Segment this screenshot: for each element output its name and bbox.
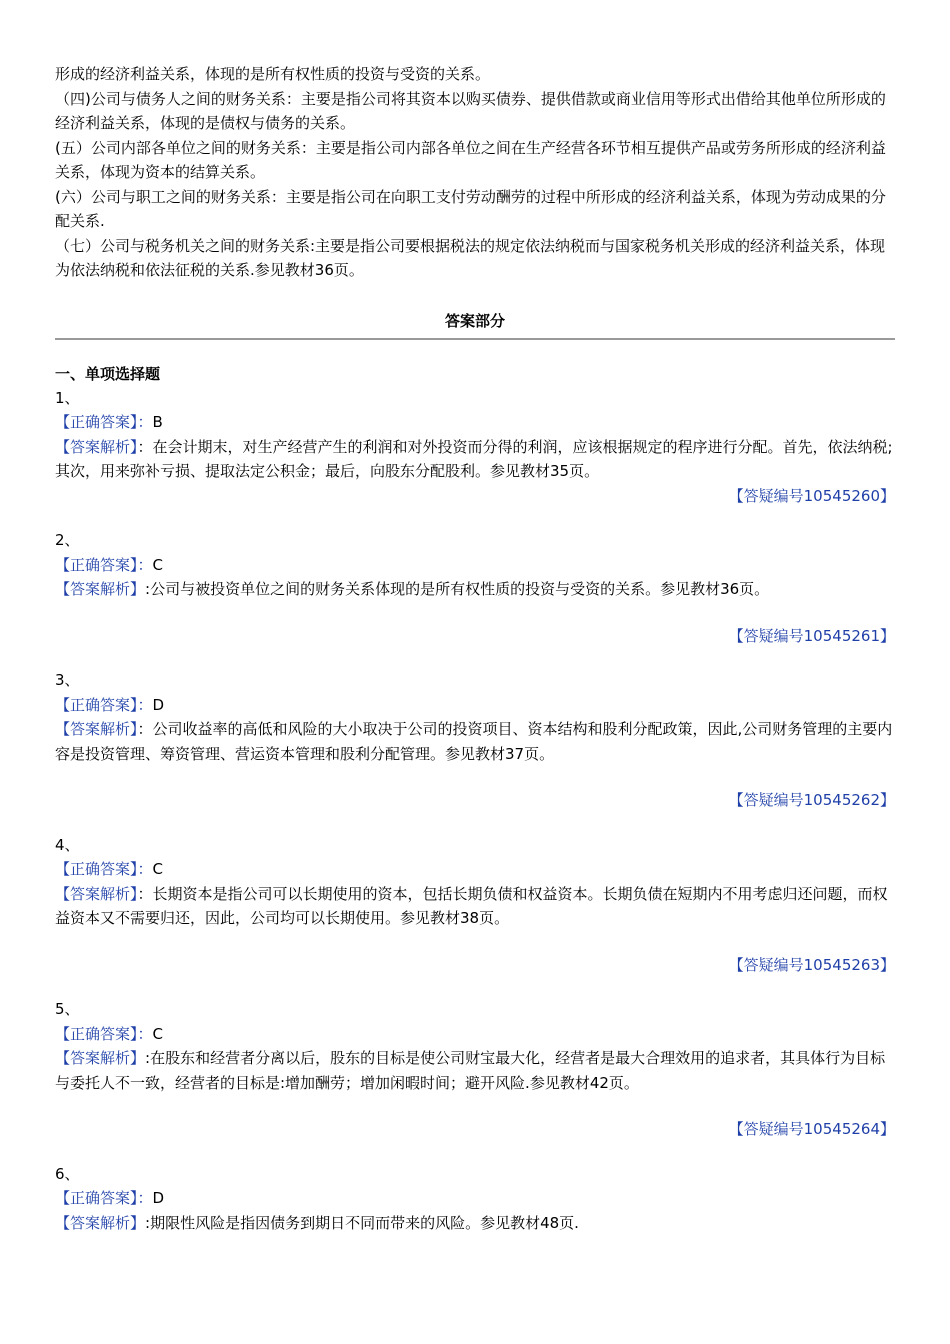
question-type-heading: 一、单项选择题 (55, 364, 161, 383)
analysis-label: 【答案解析】 (55, 580, 146, 598)
analysis-text: :在股东和经营者分离以后，股东的目标是使公司财宝最大化，经营者是最大合理效用的追求者，其具体行为目标与委托人不一致，经营者的目标是:增加酬劳；增加闲暇时间；避开风险.参见教材42页。 (55, 1049, 886, 1092)
analysis-line (55, 717, 895, 766)
item-number: 2、 (55, 531, 80, 549)
answer-item-3 (55, 668, 895, 813)
answer-list (55, 386, 895, 1236)
analysis-label: 【答案解析】 (55, 884, 138, 903)
correct-answer-value: D (152, 1189, 165, 1207)
analysis-label: 【答案解析】 (55, 1213, 146, 1232)
item-number: 1、 (55, 388, 80, 407)
analysis-label: 【答案解析】 (55, 437, 138, 456)
analysis-line (55, 435, 895, 484)
analysis-text: ：公司收益率的高低和风险的大小取决于公司的投资项目、资本结构和股利分配政策，因此,公司财务管理的主要内容是投资管理、筹资管理、营运资本管理和股利分配管理。参见教材37页。 (55, 720, 893, 763)
analysis-text: ：在会计期末，对生产经营产生的利润和对外投资而分得的利润，应该根据规定的程序进行分配。首先，依法纳税;其次，用来弥补亏损、提取法定公积金；最后，向股东分配股利。参见教材35页。 (55, 437, 893, 480)
correct-answer-value: C (152, 860, 163, 878)
correct-answer-line (55, 410, 895, 435)
item-number: 5、 (55, 1000, 80, 1018)
intro-paragraph-5: (五）公司内部各单位之间的财务关系：主要是指公司内部各单位之间在生产经营各环节相互提供产品或劳务所形成的经济利益关系，体现为资本的结算关系。 (55, 138, 886, 181)
correct-answer-label: 【正确答案】： (55, 413, 153, 431)
analysis-text: :公司与被投资单位之间的财务关系体现的是所有权性质的投资与受资的关系。参见教材36页。 (145, 580, 770, 598)
question-ref-link[interactable]: 【答疑编号10545264】 (728, 1120, 895, 1138)
correct-answer-label: 【正确答案】： (55, 555, 153, 574)
intro-paragraph-1: 形成的经济利益关系，体现的是所有权性质的投资与受资的关系。 (55, 65, 491, 83)
analysis-text: :期限性风险是指因债务到期日不同而带来的风险。参见教材48页. (145, 1213, 579, 1232)
intro-paragraph-4: （四)公司与债务人之间的财务关系：主要是指公司将其资本以购买债券、提供借款或商业信用等形式出借给其他单位所形成的经济利益关系，体现的是债权与债务的关系。 (55, 89, 886, 132)
answer-item-1 (55, 386, 895, 509)
analysis-line (55, 1046, 895, 1095)
question-ref-link[interactable]: 【答疑编号10545261】 (728, 626, 895, 645)
item-number: 3、 (55, 671, 80, 689)
answer-item-4 (55, 833, 895, 978)
correct-answer-line (55, 1022, 895, 1047)
correct-answer-label: 【正确答案】： (55, 695, 153, 714)
question-ref-link[interactable]: 【答疑编号10545263】 (728, 955, 895, 974)
document-page (55, 62, 895, 1235)
correct-answer-value: D (152, 695, 165, 714)
question-ref-link[interactable]: 【答疑编号10545260】 (728, 486, 895, 505)
correct-answer-label: 【正确答案】： (55, 860, 153, 878)
correct-answer-line (55, 693, 895, 718)
section-divider (55, 338, 895, 340)
correct-answer-value: B (152, 413, 163, 431)
analysis-line (55, 577, 895, 602)
analysis-line (55, 882, 895, 931)
correct-answer-value: C (152, 1024, 163, 1043)
analysis-text: ：长期资本是指公司可以长期使用的资本，包括长期负债和权益资本。长期负债在短期内不用考虑归还问题，而权益资本又不需要归还，因此，公司均可以长期使用。参见教材38页。 (55, 884, 888, 927)
intro-paragraph-7: （七）公司与税务机关之间的财务关系:主要是指公司要根据税法的规定依法纳税而与国家税务机关形成的经济利益关系，体现为依法纳税和依法征税的关系.参见教材36页。 (55, 236, 886, 279)
analysis-label: 【答案解析】 (55, 720, 138, 738)
intro-text (55, 62, 895, 283)
answer-section-title: 答案部分 (444, 311, 505, 330)
answer-item-2 (55, 528, 895, 648)
correct-answer-line (55, 1186, 895, 1211)
answer-item-6 (55, 1162, 895, 1236)
correct-answer-value: C (152, 555, 163, 574)
correct-answer-line (55, 857, 895, 882)
intro-paragraph-6: (六）公司与职工之间的财务关系：主要是指公司在向职工支付劳动酬劳的过程中所形成的经济利益关系，体现为劳动成果的分配关系. (55, 187, 886, 230)
correct-answer-line (55, 553, 895, 578)
question-ref-link[interactable]: 【答疑编号10545262】 (728, 791, 895, 809)
item-number: 4、 (55, 835, 80, 854)
analysis-label: 【答案解析】 (55, 1049, 146, 1067)
analysis-line (55, 1211, 895, 1236)
correct-answer-label: 【正确答案】： (55, 1024, 153, 1043)
item-number: 6、 (55, 1164, 80, 1183)
correct-answer-label: 【正确答案】： (55, 1189, 153, 1207)
answer-item-5 (55, 997, 895, 1142)
